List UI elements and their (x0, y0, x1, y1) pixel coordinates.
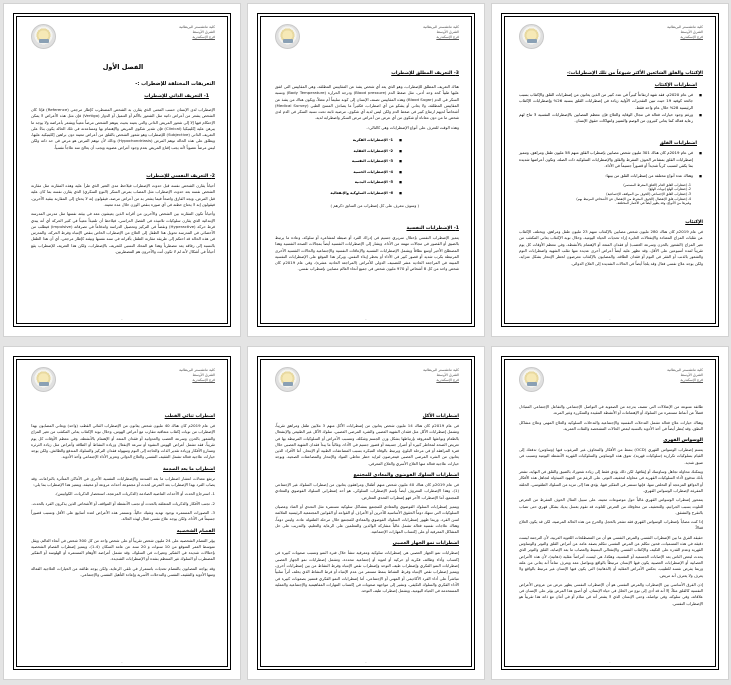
section-heading: 1- التعريف الذاتي للإضطراب (144, 94, 209, 99)
org-line: فرع الإسكندرية (192, 378, 215, 382)
page-header (275, 367, 459, 394)
list-item: ■ 6- الإضطرابات السلوكية والإنفعالية (275, 189, 403, 199)
org-name-block (667, 25, 703, 40)
list-item: 3- التصورات المستمرة بوجود تهديد وشيك حالياً، وتستمر هذه الأعراض لعدة أسابيع على الأقل وتسبب قصوراً جسيماً في الأداء، ولكن يوجد علاج نفسي فعال لهذه الحالة. (31, 509, 215, 522)
section-heading: التعريفات المختلفة للإضطراب :- (135, 81, 215, 87)
org-line: فرع الإسكندرية (436, 35, 459, 39)
page-header (519, 24, 703, 51)
page-thumbnail[interactable] (247, 346, 485, 680)
page-double-border (13, 356, 231, 670)
page-number: · (365, 318, 367, 322)
page-thumbnail-grid (3, 3, 729, 680)
org-line: كلية مانشستر البريطانية (667, 368, 703, 372)
section-heading: الإكتئاب والقلق الشائعين الأكثر شيوعاً من تلك الإضطرابات:- (567, 71, 703, 76)
org-name-block (179, 368, 215, 383)
list-item: وغيرها من الأنواع، وقد يظهر أيضاً في الأعمار المختلفة. (616, 201, 691, 206)
org-line: كلية مانشستر البريطانية (667, 25, 703, 29)
bullet-list (519, 92, 703, 124)
college-seal-icon (275, 367, 300, 392)
section-heading: اضطرابات السلوك الفوضوي والمعادي للمجتمع (353, 473, 459, 479)
org-line: فرع الإسكندرية (680, 35, 703, 39)
paragraph: هناك التعريف المطلق للإضطراب، وهو الذي يعد أي شخص يشذ عن المقاييس المطلقة، وهي المقاييس التي اتفق عليها طبياً كحد وحد أدنى، مثل ضغط الدم (Blood pressure) ودرجة الحرارة (Body Temperature) ونسبة السكر في الدم (Blood Sugar) وهذه المقاييس تصنف الإنسان إلى كونه سليماً أم معتلاً، ويكون هناك من يشذ عن المقاييس المطلقة، ولا يعاني أو يشكو من أي اضطراب، فكثيراً ما يصادف المسح الطبي (Medical Survey) أشخاصاً لديهم ارتفاع كبير في ضغط الدم ولكن ليس لديه أي شكوى، مرضية ثابتة تحت نسبة السكر في الدم لدى شخص ما من دون معاناة أو شكوى من أي عرض من أعراض مرض السكر واضطرابه لديه. (275, 84, 460, 121)
college-seal-icon (31, 24, 56, 49)
org-line: فرع الإسكندرية (436, 378, 459, 382)
paragraph: إذن الفرق الأساسي بين الإضطراب والمرض النفسي هو أن الإضطراب النفسي يظهر عرض من عروض الأعراض النفسية كالقلق مثلاً، إلا أنه قد أدى إلى نوع من الخلل في حياة الإنسان، أي أصبح هذا المرض يؤثر على الإنسان في علاقاته، وفي سلوكه، وفي تواصله، وحتى الإنسان الذي لا يشعر أنه في سلام أو في أمان مع ذاته هذا تقريباً هو الإضطراب النفسي. (519, 581, 703, 606)
college-seal-icon (275, 24, 300, 49)
org-line: كلية مانشستر البريطانية (179, 368, 215, 372)
section-heading: 1- الإضطرابات النفسية (406, 225, 459, 231)
org-line: الشرق الأوسط (680, 373, 703, 377)
list-item: 2- إضطراب الهلع (نوبات الهلع) (648, 187, 691, 192)
page-double-border (501, 13, 719, 327)
paragraph: إذا كنت مصاباً بإضطراب الوسواس القهري فقد تشعر بالخجل والحرج من هذه الحالة المرضية، لكن قد يكون العلاج فعالاً. (519, 519, 703, 531)
paragraph: في عام 2019م كان هناك 40 مليون شخص يعانون من الإضطراب الثنائي القطب (واحد) ويعاني المصابون بهذا الإضطراب من نوبات إكتئاب متعاقبة تتقارب مع أعراض الهوس، وخلال نوبة الإكتئاب يعاني المكتئب من تغير المزاج والشعور بالحزن وسرعة الغضب والعدوانية أو فقدان المتعة أو الإهتمام بالأنشطة، وفي معظم الأوقات كل يوم تقريباً، فقد تشمل أعراض الهوس النشوة أو سرعة الإنفعال وزيادة النشاط أو الطاقة وأعراض مثل زيادة الثرثرة وتسارع الأفكار وزيادة تقدير الذات والحاجة إلى النوم وسهولة فقدان التركيز والسلوك المندفع والطائش، ولكن يوجد خيارات علاجية فعالة تشمل التثقيف النفسي والعلاج الدوائي وتعزيز الأداء الإجتماعي وأخذ الأدوية. (31, 423, 215, 460)
college-seal-icon (31, 367, 56, 392)
section-heading: الفصام الشخصيه (176, 528, 215, 534)
section-heading: اضطراب ما بعد الصدمة (163, 466, 215, 472)
paragraph: ترتفع معدلات انتشار اضطراب ما بعد الصدمة والإضطرابات النفسية الأخرى في الأماكن المتأثرة بالنزاعات، وقد يصاب الفرد بهذا الإضطراب بعد التعرض لحدث أو مجموعة أحداث مروعة أو مخيفة، ويتميز هذا الإضطراب بما يلي: (31, 475, 215, 488)
paragraph: في عام 2019م كان هناك 14 مليون شخص يعانون من إضطرابات الأكل منهم 3 ملايين طفل ومراهق تقريباً، وتشمل إضطرابات الأكل مثل فقدان الشهية العصبي والشره المرضي العصبي، سلوك الأكل غير الطبيعي والإنشغال بالطعام وبواعثها المعروفة بإرتباطها بشكل وزن الجسم وشكله، وتتسبب الأعراض أو السلوكيات المرتبطة بها في تعريض الصحة لمخاطر كبيرة أو أضرار جسيمة أو قصور جسيم في الأداء، وغالباً ما يبدأ فقدان الشهية العصبي خلال فترة المراهقة أو في مرحلة البلوغ، ويرتبط بالوفاة المبكرة بسبب المضاعفات الطبية أو الإنتحار، أما الأفراد الذين يعانون من الشره المرضي العصبي فيتعرضون لتزايد خطر تعاطي المواد والإنتحار والمضاعفات الصحية، ويوجد خيارات علاجية فعالة منها العلاج الأسري والعلاج المعرفي. (275, 423, 459, 466)
list-item: ■ 4- الإضطرابات الحسية (275, 168, 403, 178)
note: ( وسوف نتعرف على كل إضطراب من السابق ذكرهم ) (330, 202, 419, 208)
org-line: الشرق الأوسط (192, 30, 215, 34)
org-name-block (179, 25, 215, 40)
paragraph: حقيقة الفرق ما بين الإضطراب النفسي والمرض النفسي هو أن من المصطلحات اللغوية العربية، لأن الترجمة ليست دقيقة في هذه المسميات، فحين نتكلم عن المرض النفسي نتكلم بصفة عامة عن أمراض القلق والتوتر والوساوس القهرية وعدم القدرة على التكيف والإكتئاب النفسي والإنفعالي البسيط والعصاب ما بعد الإصابة، القلق والتوتر الذي يحدث لبعض الناس بعد الإصابات الجسمية أو النفسية، وهكذا، هي ليست أمراضاً عقلية (ذهانية)، لأن هذه الأمراض العصابية أو الإضطرابات العصبية يكون فيها الإنسان مرتبطاً بالواقع ويتواصل معه ويعرف تماماً أنه يعاني من علته وربما يفرض نفسه للطبيب، بعكس الأمراض العقلية أو (الذهانية) التي يكون فيها الإنسان غير مرتبط بالواقع ولا يعرف ولا يعترف أنه مريض. (519, 534, 703, 578)
section-heading: 2- التعريف النفسي للإضطراب (146, 174, 215, 180)
list-item: ■ وهناك عدة أنواع مختلفة من إضطرابات القلق من بينها: (519, 173, 703, 179)
section-heading: 3- التعريف المطلق للإضطراب (391, 71, 459, 76)
org-line: كلية مانشستر البريطانية (179, 25, 215, 29)
section-heading: اضطرابات الإكتئاب (654, 83, 697, 88)
paragraph: وأحياناً تكون المقارنة بين الشخص والآخرين من أقرانه الذين يعيشون معه في بيئته نفسها مثل مدرس المدرسة الإبتدائية الذي يقارن سلوكيات تلاميذه في الفصل الدراسي، فيلاحظ أن تلميذاً معيناً في كثير الحركة أي أنه يبدي فرط حركة (Hyperactive) ونقصاً في التركيز وتحصيل الدراسة واندفاعاً في تصرفاته (impulsive) فيطلب من الأخصائي في المدرسة تحويل هذا الطفل إلى العلاج من الإضطراب الخاص بنقص الإنتباه وفرط الحركة، والمدرس في هذه الحالة قد احتكم إلى طريقة مقارنة الطفل بأقرانه في سنه نفسها وبيئته كإطار مرجعي، أي أن هذا الطفل بالنسبة إلى رفاقه يعد مضطرباً وهذا هو المحك النسبي للتعريف بالإضطراب، ولكن هذا التعريف للإضطراب يقع أحياناً في أشكال لأنه لم لا تكون أنت والآخرون هم المضطربين. (31, 211, 215, 255)
org-line: الشرق الأوسط (192, 373, 215, 377)
org-line: فرع الإسكندرية (192, 35, 215, 39)
list-item: 4- إضطراب قلق الإنفصال (الخوف المفرط من الإنفصال عن الأشخاص المرتبط بهم) (576, 196, 691, 201)
page-number: · (609, 661, 611, 665)
disorder-types-list (275, 136, 459, 199)
page-double-border (257, 356, 475, 670)
page-header (519, 367, 703, 394)
paragraph: في عام 2019م كان هناك 280 مليون شخص مصابين بالإكتئاب منهم 23 مليون طفل ومراهق، ويختلف الإكتئاب عن تقلبات المزاج المعتادة والإنفعالات العابرة إزاء تحديات الحياة اليومية، وخلال نوبة الإكتئاب يعاني المكتئب من تغير المزاج (الشعور بالحزن وسرعة الغضب) أو فقدان المتعة أو الإهتمام بالأنشطة، وفي معظم الأوقات كل يوم تقريباً لمدة أسبوعين على الأقل، وقد تظهر عليه أيضاً أعراض أخرى عديدة منها تقلب الشهية واضطرابات النوم والشعور بالذنب أو الفقر في النوم أو فقدان الطاقة، والمصابون بالإكتئاب معرضون لخطر الإنتحار بشكل متزايد، ولكن يوجد علاج نفسي فعال وقد يلجأ أيضاً في الحالات الشديدة إلى العلاج الدوائي. (519, 229, 703, 266)
org-line: الشرق الأوسط (436, 373, 459, 377)
paragraph: ويتميز إضطرابات السلوك الفوضوي والمعادي للمجتمع بمشاكل سلوكية مستمرة مثل التحدي أو العناد وعصيان السلوكيات التي تنتهك دوماً الحقوق الأساسية للآخرين أو الأعراف أو القواعد أو القوانين المجتمعية الرئيسية الملائمة لسن الفرد، وربما ظهور إضطرابات السلوك الفوضوي والمعادي للمجتمع خلال مرحلة الطفولة عادة، وليس دوماً، وهناك علاجات نفسية فعالة تشمل غالباً مشاركة الوالدين والمعلمين على الرعاية والتعليم، والتدريب على حل المشاكل المعرفية أو على إكتساب المهارات الإجتماعية. (275, 503, 459, 535)
paragraph: طائفة متنوعة من الإعتلالات التي تتصف بدرجة من الصعوبة في التواصل الإجتماعي والتفاعل الإجتماعي المتبادل فضلاً عن أنماط مستمرة من السلوك أو الإهتمامات أو الأنشطة المقيدة والمتكررة وغير المرنة. (519, 404, 703, 416)
page-number: · (365, 661, 367, 665)
paragraph: يؤثر الفصام الشخصيه على 24 مليون شخص تقريباً أو على شخص واحد من كل 300 شخص في أنحاء العالم، ويقل متوسط العمر المتوقع من 10 سنوات و 20 سنة عن عامة السكان (4-1)، ويتميز إضطراب الفصام الشخصية بإختلالات شديدة في التفكير وتغيرات في السلوك، وقد تشمل أعراضه الأوهام المستمرة أو الهلوسة أو التفكير المضطرب أو السلوك غير المنتظم بشدة أو الإضطرابات الشديدة. (31, 537, 216, 562)
page-number: · (121, 318, 123, 322)
paragraph: إضطرابات نمو الجهاز العصبي هي إضطرابات سلوكية ومعرفية تنشأ خلال فترة النمو وتسبب صعوبات كبيرة في إكتساب وأداء وظائف فكرية أو حركية أو لغوية أو إجتماعية محددة، وتشمل إضطرابات نمو الجهاز العصبي إضطرابات النمو الفكري وإضطراب طيف التوحد وإضطراب نقص الإنتباه وفرط النشاط من بين إضطرابات أخرى، ويتميز إضطراب نقص الإنتباه وفرط النشاط بنمط مستمر من عدم الإنتباه أو فرط النشاط الذي يخلف أثراً سلبياً مباشراً على أداء الفرد الأكاديمي أو المهني أو الإجتماعي، أما إضطرابات النمو الفكري فتتميز بصعوبات كبيرة في الأداء الفكري والسلوك التكيفي، وتشير إلى مواجهة صعوبات في إكتساب المهارات المفاهيمية والإجتماعية والعملية المستخدمة في الحياة اليومية، ويشمل إضطراب طيف التوحد. (275, 550, 459, 594)
page-thumbnail[interactable] (3, 346, 241, 680)
paragraph: ويمكنك محاولة تجاهل وساوسك أو إيقافها، لكن ذلك يؤدي فقط إلى زيادة شعورك بالضيق والقلق في النهاية، تشعر بأنك مدفوع لأداء السلوكيات القهرية في محاولة لتخفيف التوتر، على الرغم من الجهود المبذولة لتجاهل هذه الأفكار أو الدوافع المزعجة أو التخلص منها، فإنها تستمر في التفكير فيها، يؤدي هذا إلى مزيد من السلوك الطقوسي، الحلقة المفرغة لإضطراب الوسواس القهري. (519, 469, 703, 493)
list-item: ■ ورغم وجود خيارات فعالة في مجال الوقاية والعلاج فإن معظم المصابين بالإضطرابات النفسية لا تتاح لهم رعاية فعالة كما يعاني كثيرون من الوصم والتمييز وانتهاكات حقوق الإنسان. (519, 112, 703, 125)
page-header (31, 367, 215, 394)
paragraph: وهناك خيارات علاج فعالة تشمل التدخلات النفسية والإجتماعية والتدخلات السلوكية والعلاج المهني وعلاج مشاكل النطق، وقد يُنظر أيضاً في أخذ الأدوية بالنسبة لبعض الحالات المشخصة والفئات العمرية. (519, 419, 703, 431)
org-line: الشرق الأوسط (436, 30, 459, 34)
list-item: ■ 1- الإضطرابات الفكرية (275, 136, 403, 146)
paragraph: وهذه الوقت للتعرف على أنواع الإضطرابات وهي كالتالي:- (366, 124, 459, 130)
list-item: ■ 3- الإضطرابات النفسية (275, 157, 403, 167)
section-heading: اضطرابات نمو الجهاز العصبي (392, 541, 459, 547)
org-line: كلية مانشستر البريطانية (423, 25, 459, 29)
page-double-border (13, 13, 231, 327)
list-item: 1- استرجاع الحدث أو الأحداث الماضية الصادمة (الذكريات المزعجة، استحضار الذكريات، الكوابيس). (54, 491, 215, 497)
page-thumbnail[interactable] (491, 3, 729, 337)
page-number: · (121, 661, 123, 665)
org-name-block (667, 368, 703, 383)
list-item: 3- إضطراب القلق الإجتماعي (الخوف من المواقف الإجتماعية) (606, 192, 691, 197)
list-item: ■ 5- الإضطرابات البدنية (275, 178, 403, 188)
page-number: · (609, 318, 611, 322)
college-seal-icon (519, 24, 544, 49)
bullet-list (519, 150, 703, 179)
list-item: 1- إضطراب القلق العام (القلق المفرط المستمر) (623, 182, 691, 187)
page-header (275, 24, 459, 51)
section-heading: اضطراب ثنائي القطب (164, 414, 215, 419)
org-line: الشرق الأوسط (680, 30, 703, 34)
page-thumbnail[interactable] (491, 346, 729, 680)
page-thumbnail[interactable] (247, 3, 485, 337)
paragraph: يتميز الإضطراب النفسي بإختلال سريري جسيم في إدراك الفرد أو ضبطه لمشاعره أو سلوكه، وعادة ما يرتبط بالضيق أو القصور في مجالات مهمة من الأداء، ويشار إلى الإضطرابات النفسية أيضاً بمجالات الصحة النفسية وهذا المصطلح الأخير أوسع نطاقاً ويشمل الإضطرابات النفسية والإعاقات النفسية والإجتماعية والحالات النفسية الأخرى المرتبطة بكرب شديد أو قصور كبير في الأداء أو بخطر إيذاء النفس، ويركز هذا الموقع على الإضطرابات النفسية المبينة في المراجعة الحادية عشر للتصنيف الدولي للأمراض (المراجعة الحادية عشرة)، وفي عام 2019م كان شخص واحد من كل 8 أشخاص أو 970 مليون شخص في جميع أنحاء العالم مصابين بإضطراب نفسي. (275, 234, 459, 272)
page-double-border (501, 356, 719, 670)
org-line: فرع الإسكندرية (680, 378, 703, 382)
org-name-block (423, 25, 459, 40)
page-double-border (257, 13, 475, 327)
page-header (31, 24, 215, 51)
section-heading: اضطرابات الأكل (422, 414, 459, 419)
chapter-title: الفصل الأول (102, 63, 144, 71)
paragraph: وقد يواجه المصابون بالفصام تحديات باستمرار في تلقي الرعاية، ولكن يوجد طائفة من الخيارات العلاجية الفعالة ومنها الأدوية والتثقيف النفسي والتدخلات الأسرية وإعادة التأهيل النفسي والإجتماعي. (31, 565, 215, 578)
page-thumbnail[interactable] (3, 3, 241, 337)
college-seal-icon (519, 367, 544, 392)
list-item: ■ في عام 2019م كان هناك 301 مليون شخص مصابين بإضطراب القلق منهم 58 مليون طفل ومراهق، وتتميز إضطرابات القلق بمشاعر الخوف المفرط والقلق والإضطرابات السلوكية ذات الصلة، وتكون أعراضها شديدة بما يكفي لتسبب كرباً شديداً أو قصوراً جسيماً في الأداء. (519, 150, 703, 169)
paragraph: أحياناً يقارن الشخص نفسه قبل حدوث الإضطراب فيلاحظ مدى التغير الذي طرأ عليه وهذه المقارنة مثل مقارنة الشخص نفسه بعد حدوث الإضطراب مثل المصاب بمرض السكر (النوع السكري) الذي يقارن نفسه بما كان عليه قبل المرض، ويجد الفارق واضحاً فيما يشعر به من أعراض مرضه، فيقولون إنه لا يحتاج إلى المقارنة ببقية الآخرين، فيقولون إنه لا يحتاج خطته في أي صورة بنقص الوزن خلال مدة معينة. (31, 183, 215, 207)
paragraph: يتسم إضطراب الوسواس القهري (OCD) بنمط من الأفكار والمخاوف غير المرغوب فيها (وساوس) تدفعك إلى القيام بسلوكيات تكرارية (سلوكيات قهرية)، تعوق هذه الوساوس والسلوكيات القهرية الأنشطة اليومية وتسبب في ضيق شديد. (519, 447, 703, 465)
paragraph: في عام 2019م كان هناك 40 مليون شخص منهم أطفال ومراهقون يعانون من إضطراب السلوك غير الإجتماعي (1)، وهذا الإضطراب المعروف أيضاً بإسم الإضطراب السلوكي، هو أحد إضطرابي السلوك الفوضوي والمعادي للمجتمع، أما الإضطراب الآخر فهو إضطراب التحدي المعارض. (275, 482, 460, 500)
org-line: كلية مانشستر البريطانية (423, 368, 459, 372)
paragraph: يتمحور إضطراب الوسواس القهري غالباً حول موضوعات معينة، على سبيل المثال الخوف المفرط من التعرض للتلوث بسبب الجراثيم، وللتخفيف من مخاوفك من التعرض للتلوث قد تقوم بغسل يديك بشكل قهري حتى تصاب بالتقرح والتشقق. (519, 497, 703, 515)
section-heading: الإكتئاب (685, 220, 703, 226)
paragraph: الإضطراب لدى الإنسان حسب المعنى الذي يقارن به الشخص المضطرب كإطار مرجعي (Reference) فإذا كان الشخص يشعر من أعراض ذاتية مثل الشعور بالألم أو التنميل أو الدوار (Vertigo) فإن مثل هذه الأعراض لا يمكن الإحتكام فيها إلا إلى شعور المريض الذاتي والتي بعينه بحيث يتوهم الشخص مرضاً معيناً ويشعر بأعراضه ولا يوجد ما يبرهن عليه إكلينيكيا (Clinical) فإن تقدير شكوى المريض والإهتمام بها ومساعدته في تلك الحالة يكون بناءً على التعريف الذاتي (Subjective) للإضطراب وهو شعور الشخص بالقلق من أعراض معينة دون براهين إكلينيكية عليها، ويطلق على هذه الحالة توهم المرض (Hypochondriasis) وذلك لأن توهم المرض هو مرض في حد ذاته ولكن ليس مرضاً عضوياً لأنه يجب إقناع المريض بعدم وجود أعراض عضوية ويجب أن يعالج منه علاجاً نفسياً. (31, 107, 215, 150)
section-heading: اضطرابات القلق (659, 141, 697, 147)
anxiety-types-list (519, 183, 703, 207)
section-heading: الوسواس القهري (663, 438, 703, 444)
list-item: ■ 2- الإضطرابات العقلية (275, 147, 403, 157)
org-name-block (423, 368, 459, 383)
list-item: ■ في عام 2020م، فقد شهد ارتفاعاً كبيراً في عدد كبير من الذين يعانون من إضطرابات القلق والإكتئاب بسبب جائحة كوفيد 19 حيث تبين التقديرات الأولية زيادة في إضطرابات القلق بنسبة 26% وإضطرابات الإكتئاب الرئيسية 28% خلال عام واحد فقط. (519, 92, 703, 111)
list-item: 2- تجنب الأفكار والذكريات المتعلقة بالحدث أو تجنب الأنشطة أو المواقف أو الأشخاص الذين يذكرون الفرد بالحدث. (31, 500, 215, 506)
